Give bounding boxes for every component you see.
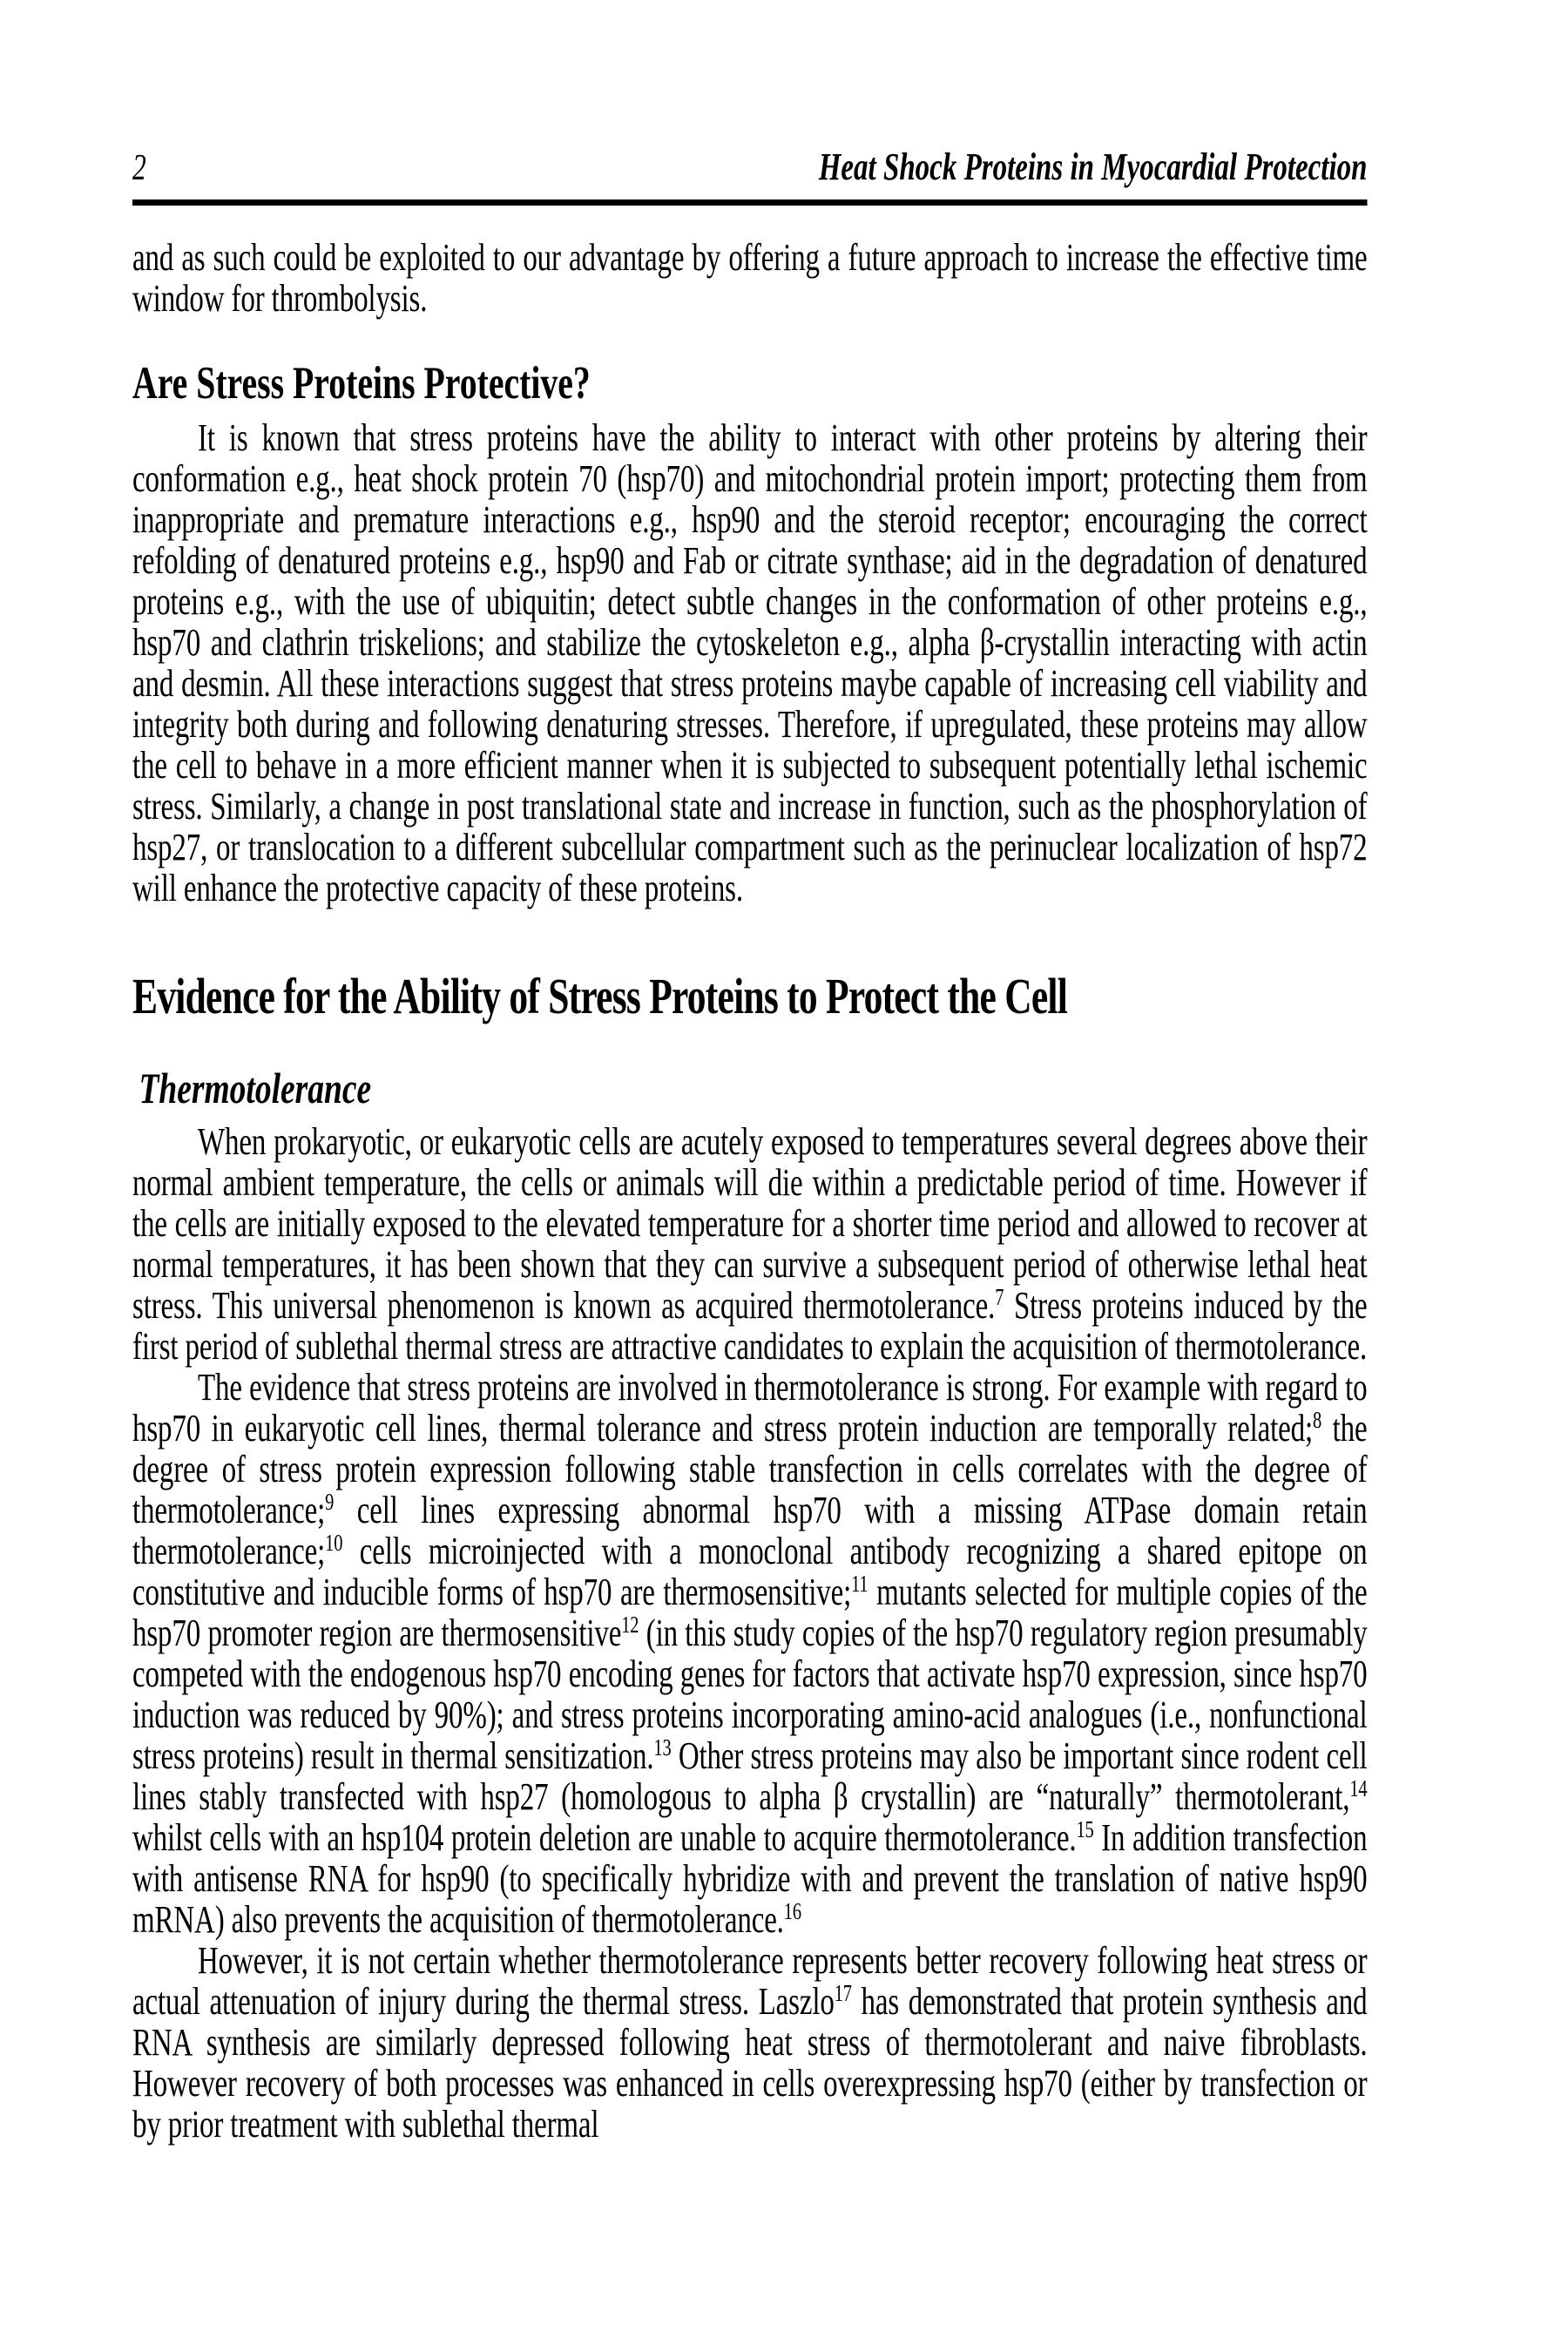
page-body bbox=[132, 237, 1368, 2145]
section-heading-are-stress-proteins-protective: Are Stress Proteins Protective? bbox=[132, 358, 591, 409]
thermotolerance-paragraph-3: However, it is not certain whether thermotolerance represents better recovery following heat stress or actual attenuation of injury during the thermal stress. Laszlo$^{17}$ has demonstrated that protein synthesis and RNA synthesis are similarly depressed following heat stress of thermotolerant and naive fibroblasts. However recovery of both processes was enhanced in cells overexpressing hsp70 (either by transfection or by prior treatment with sublethal thermal bbox=[132, 1938, 1368, 2146]
running-header bbox=[132, 145, 1368, 206]
running-title: Heat Shock Proteins in Myocardial Protection bbox=[818, 145, 1368, 188]
thermotolerance-paragraph-1: When prokaryotic, or eukaryotic cells are acutely exposed to temperatures several degrees above their normal ambient temperature, the cells or animals will die within a predictable period of time. However if the cells are initially exposed to the elevated temperature for a shorter time period and allowed to recover at normal temperatures, it has been shown that they can survive a subsequent period of otherwise lethal heat stress. This universal phenomenon is known as acquired thermotolerance.$^7$ Stress proteins induced by the first period of sublethal thermal stress are attractive candidates to explain the acquisition of thermotolerance. bbox=[132, 1119, 1368, 1368]
page-content bbox=[132, 145, 1368, 2145]
intro-paragraph: and as such could be exploited to our advantage by offering a future approach to increase the effective time window for thrombolysis. bbox=[132, 236, 1368, 320]
thermotolerance-paragraph-2: The evidence that stress proteins are involved in thermotolerance is strong. For example with regard to hsp70 in eukaryotic cell lines, thermal tolerance and stress protein induction are temporally related;$^8$ the degree of stress protein expression following stable transfection in cells correlates with the degree of thermotolerance;$^9$ cell lines expressing abnormal hsp70 with a missing ATPase domain retain thermotolerance;$^{10}$ cells microinjected with a monoclonal antibody recognizing a shared epitope on constitutive and inducible forms of hsp70 are thermosensitive;$^{11}$ mutants selected for multiple copies of the hsp70 promoter region are thermosensitive$^{12}$ (in this study copies of the hsp70 regulatory region presumably competed with the endogenous hsp70 encoding genes for factors that activate hsp70 expression, since hsp70 induction was reduced by 90%); and stress proteins incorporating amino-acid analogues (i.e., nonfunctional stress proteins) result in thermal sensitization.$^{13}$ Other stress proteins may also be important since rodent cell lines stably transfected with hsp27 (homologous to alpha β crystallin) are “naturally” thermotolerant,$^{14}$ whilst cells with an hsp104 protein deletion are unable to acquire thermotolerance.$^{15}$ In addition transfection with antisense RNA for hsp90 (to specifically hybridize with and prevent the translation of native hsp90 mRNA) also prevents the acquisition of thermotolerance.$^{16}$ bbox=[132, 1365, 1368, 1941]
chapter-heading-evidence: Evidence for the Ability of Stress Proteins to Protect the Cell bbox=[132, 968, 1068, 1025]
page-number: 2 bbox=[132, 148, 146, 188]
subsection-heading-thermotolerance: Thermotolerance bbox=[139, 1063, 372, 1112]
section1-paragraph: It is known that stress proteins have the ability to interact with other proteins by altering their conformation e.g., heat shock protein 70 (hsp70) and mitochondrial protein import; protecting them from inappropriate and premature interactions e.g., hsp90 and the steroid receptor; encouraging the correct refolding of denatured proteins e.g., hsp90 and Fab or citrate synthase; aid in the degradation of denatured proteins e.g., with the use of ubiquitin; detect subtle changes in the conformation of other proteins e.g., hsp70 and clathrin triskelions; and stabilize the cytoskeleton e.g., alpha β-crystallin interacting with actin and desmin. All these interactions suggest that stress proteins maybe capable of increasing cell viability and integrity both during and following denaturing stresses. Therefore, if upregulated, these proteins may allow the cell to behave in a more efficient manner when it is subjected to subsequent potentially lethal ischemic stress. Similarly, a change in post translational state and increase in function, such as the phosphorylation of hsp27, or translocation to a different subcellular compartment such as the perinuclear localization of hsp72 will enhance the protective capacity of these proteins. bbox=[132, 416, 1368, 910]
